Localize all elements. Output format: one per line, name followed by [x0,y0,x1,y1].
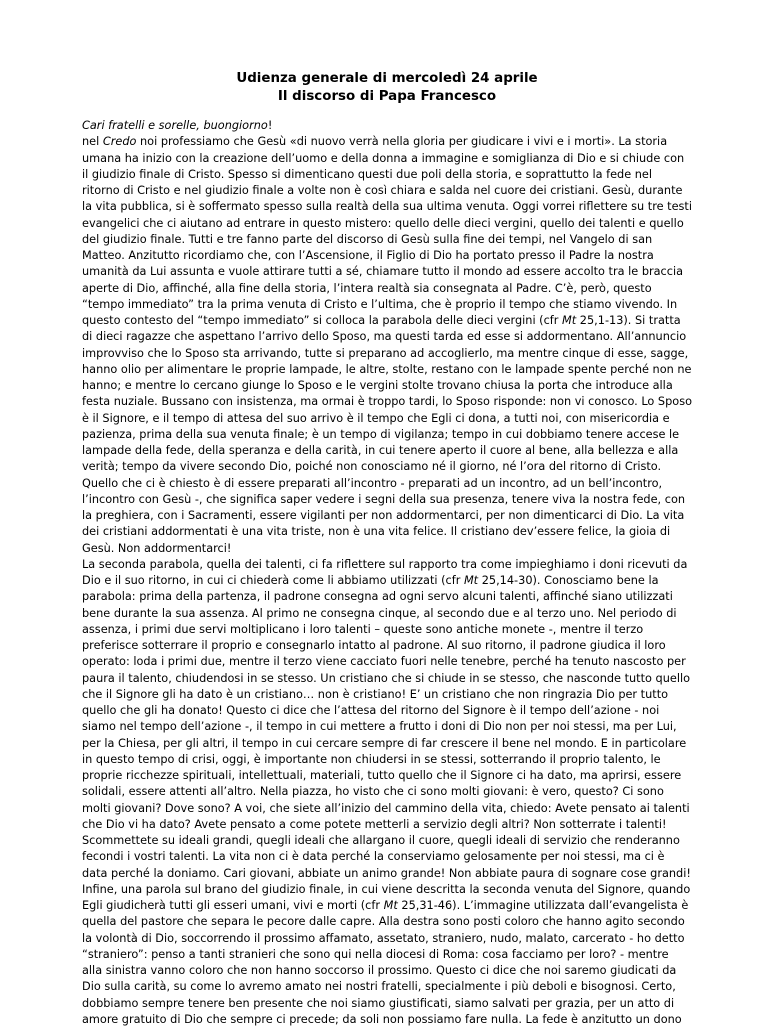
title-line-1: Udienza generale di mercoledì 24 aprile [236,71,538,86]
p3-mt: Mt [383,899,398,912]
p1-mt: Mt [562,314,577,327]
document-page [82,70,692,1028]
paragraph-2 [82,557,692,882]
p1-credo: Credo [102,135,137,149]
p3-text-b: 25,31-46). L’immagine utilizzata dall’evangelista è quella del pastore che separa le pecore dalle capre. Alla destra sono posti coloro che hanno agito secondo la volontà di Dio, soccorrendo il prossimo affamato, assetato, straniero, nudo, malato, carcerato - ho detto “straniero”: penso a tanti stranieri che sono qui nella diocesi di Roma: cosa facciamo per loro? - mentre alla sinistra vanno coloro che non hanno soccorso il prossimo. Questo ci dice che noi saremo giudicati da Dio sulla carità, su come lo avremo amato nei nostri fratelli, specialmente i più deboli e bisognosi. Certo, dobbiamo sempre tenere ben presente che noi siamo giustificati, siamo salvati per grazia, per un atto di amore gratuito di Dio che sempre ci precede; da soli non possiamo fare nulla. La fede è anzitutto un dono [82,899,689,1026]
paragraph-1 [82,134,692,557]
greeting-punct: ! [267,119,273,132]
document-body [82,118,692,1028]
p1-text-a: nel [82,135,103,149]
document-title [82,70,692,106]
greeting [82,118,692,134]
p3-text-a: Infine, una parola sul brano del giudizio finale, in cui viene descritta la seconda venuta del Signore, quando Egli giudicherà tutti gli esseri umani, vivi e morti (cfr [82,882,691,912]
p2-text-a: La seconda parabola, quella dei talenti, ci fa riflettere sul rapporto tra come impieghiamo i doni ricevuti da Dio e il suo ritorno, in cui ci chiederà come li abbiamo utilizzati (cfr [82,557,688,587]
p2-mt: Mt [463,574,479,587]
p1-text-b: noi professiamo che Gesù «di nuovo verrà nella gloria per giudicare i vivi e i morti». La storia umana ha inizio con la creazione dell’uomo e della donna a immagine e somiglianza di Dio e si chiude con il giudizio finale di Cristo. Spesso si dimenticano questi due poli della storia, e soprattutto la fede nel ritorno di Cristo e nel giudizio finale a volte non è così chiara e salda nel cuore dei cristiani. Gesù, durante la vita pubblica, si è soffermato spesso sulla realtà della sua ultima venuta. Oggi vorrei riflettere su tre testi evangelici che ci aiutano ad entrare in questo mistero: quello delle dieci vergini, quello dei talenti e quello del giudizio finale. Tutti e tre fanno parte del discorso di Gesù sulla fine dei tempi, nel Vangelo di san Matteo. Anzitutto ricordiamo che, con l’Ascensione, il Figlio di Dio ha portato presso il Padre la nostra umanità da Lui assunta e vuole attirare tutti a sé, chiamare tutto il mondo ad essere accolto tra le braccia aperte di Dio, affinché, alla fine della storia, l’intera realtà sia consegnata al Padre. C’è, però, questo “tempo immediato” tra la prima venuta di Cristo e l’ultima, che è proprio il tempo che stiamo vivendo. In questo contesto del “tempo immediato” si colloca la parabola delle dieci vergini (cfr [82,135,693,327]
greeting-text: Cari fratelli e sorelle, buongiorno [82,119,268,132]
title-line-2: Il discorso di Papa Francesco [277,89,497,104]
paragraph-3 [82,882,692,1028]
p2-text-b: 25,14-30). Conosciamo bene la parabola: prima della partenza, il padrone consegna ad ogni servo alcuni talenti, affinché siano utilizzati bene durante la sua assenza. Al primo ne consegna cinque, al secondo due e al terzo uno. Nel periodo di assenza, i primi due servi moltiplicano i loro talenti – queste sono antiche monete -, mentre il terzo preferisce sotterrare il proprio e consegnarlo intatto al padrone. Al suo ritorno, il padrone giudica il loro operato: loda i primi due, mentre il terzo viene cacciato fuori nelle tenebre, perché ha tenuto nascosto per paura il talento, chiudendosi in se stesso. Un cristiano che si chiude in se stesso, che nasconde tutto quello che il Signore gli ha dato è un cristiano… non è cristiano! E’ un cristiano che non ringrazia Dio per tutto quello che gli ha donato! Questo ci dice che l’attesa del ritorno del Signore è il tempo dell’azione - noi siamo nel tempo dell’azione -, il tempo in cui mettere a frutto i doni di Dio non per noi stessi, ma per Lui, per la Chiesa, per gli altri, il tempo in cui cercare sempre di far crescere il bene nel mondo. E in particolare in questo tempo di crisi, oggi, è importante non chiudersi in se stessi, sotterrando il proprio talento, le proprie ricchezze spirituali, intellettuali, materiali, tutto quello che il Signore ci ha dato, ma aprirsi, essere solidali, essere attenti all’altro. Nella piazza, ho visto che ci sono molti giovani: è vero, questo? Ci sono molti giovani? Dove sono? A voi, che siete all’inizio del cammino della vita, chiedo: Avete pensato ai talenti che Dio vi ha dato? Avete pensato a come potete metterli a servizio degli altri? Non sotterrate i talenti! Scommettete su ideali grandi, quegli ideali che allargano il cuore, quegli ideali di servizio che renderanno fecondi i vostri talenti. La vita non ci è data perché la conserviamo gelosamente per noi stessi, ma ci è data perché la doniamo. Cari giovani, abbiate un animo grande! Non abbiate paura di sognare cose grandi! [82,574,691,880]
p1-text-c: 25,1-13). Si tratta di dieci ragazze che aspettano l’arrivo dello Sposo, ma questi tarda ed esse si addormentano. All’annuncio improvviso che lo Sposo sta arrivando, tutte si preparano ad accoglierlo, ma mentre cinque di esse, sagge, hanno olio per alimentare le proprie lampade, le altre, stolte, restano con le lampade spente perché non ne hanno; e mentre lo cercano giunge lo Sposo e le vergini stolte trovano chiusa la porta che introduce alla festa nuziale. Bussano con insistenza, ma ormai è troppo tardi, lo Sposo risponde: non vi conosco. Lo Sposo è il Signore, e il tempo di attesa del suo arrivo è il tempo che Egli ci dona, a tutti noi, con misericordia e pazienza, prima della sua venuta finale; è un tempo di vigilanza; tempo in cui dobbiamo tenere accese le lampade della fede, della speranza e della carità, in cui tenere aperto il cuore al bene, alla bellezza e alla verità; tempo da vivere secondo Dio, poiché non conosciamo né il giorno, né l’ora del ritorno di Cristo. Quello che ci è chiesto è di essere preparati all’incontro - preparati ad un incontro, ad un bell’incontro, l’incontro con Gesù -, che significa saper vedere i segni della sua presenza, tenere viva la nostra fede, con la preghiera, con i Sacramenti, essere vigilanti per non addormentarci, per non dimenticarci di Dio. La vita dei cristiani addormentati è una vita triste, non è una vita felice. Il cristiano dev’essere felice, la gioia di Gesù. Non addormentarci! [82,314,692,555]
